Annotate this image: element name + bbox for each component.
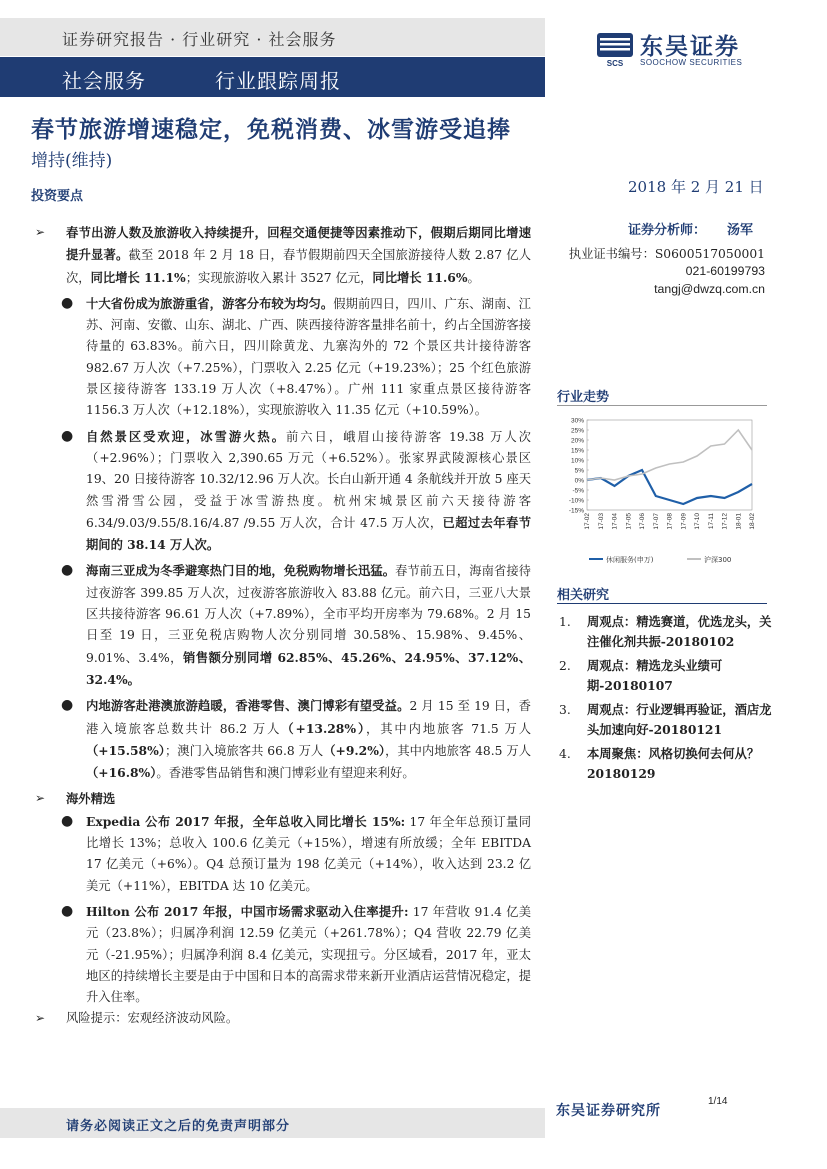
dot-bullet-icon: ● [61, 562, 74, 579]
sector-name: 社会服务 [62, 69, 146, 93]
b4-t4: ，其中内地旅客 48.5 万人 [385, 743, 531, 758]
b4-t3: ；澳门入境旅客共 66.8 万人 [164, 743, 324, 758]
logo-mark-icon [596, 30, 634, 68]
breadcrumb-bar [0, 18, 545, 56]
related-num: 2. [559, 659, 571, 673]
o2-bold: Hilton 公布 2017 年报，中国市场需求驱动入住率提升: [86, 903, 409, 919]
arrow-bullet-icon: ➢ [35, 225, 46, 239]
footer-org: 东吴证券研究所 [556, 1103, 661, 1119]
trend-title: 行业走势 [557, 390, 610, 405]
dot-bullet-icon: ● [61, 697, 74, 714]
bullet-expedia [31, 811, 531, 897]
o1-text: 17 年全年总预订量同比增长 13%；总收入 100.6 亿美元（+15%），增速有所放缓；全年 EBITDA 17 亿美元（+6%）。Q4 总预订量为 198 亿美元（+14%），收入达到 23.2 亿美元（+11%），EBITDA 达 10 亿美元。 [86, 814, 531, 893]
related-num: 4. [559, 747, 571, 761]
b4-t5: 。香港零售品销售和澳门博彩业有望迎来利好。 [156, 766, 415, 781]
y-tick-label: -5% [572, 487, 584, 495]
b4-bold: 内地游客赴港澳旅游趋暖，香港零售、澳门博彩有望受益。 [86, 698, 410, 714]
section-head: 投资要点 [31, 189, 84, 204]
logo-mark-text: SCS [606, 59, 624, 68]
related-item[interactable] [557, 744, 777, 784]
b4-t1: 2 月 15 至 19 日，香港入境旅客总数共计 86.2 万人 [86, 699, 531, 736]
p1-text2: ；实现旅游收入累计 3527 亿元， [185, 270, 373, 285]
p1-bold: 春节出游人数及旅游收入持续提升，回程交通便捷等因素推动下，假期后期同比增速提升显著。 [66, 225, 531, 263]
trend-divider [557, 405, 767, 406]
report-date: 2018 年 2 月 21 日 [628, 178, 764, 196]
legend-label: 休闲服务(申万) [606, 556, 654, 564]
b1-bold: 十大省份成为旅游重省，游客分布较为均匀。 [86, 295, 334, 311]
legend-label: 沪深300 [704, 556, 732, 564]
analyst-email: tangj@dwzq.com.cn [654, 282, 765, 296]
related-text: 本周聚焦：风格切换何去何从？20180129 [587, 746, 760, 781]
company-logo [596, 28, 776, 74]
x-tick-label: 17-09 [680, 513, 688, 530]
dot-bullet-icon: ● [61, 427, 74, 444]
x-tick-label: 17-02 [584, 513, 591, 530]
related-title: 相关研究 [557, 588, 610, 603]
related-item[interactable] [557, 700, 777, 740]
x-tick-label: 18-01 [735, 513, 743, 530]
trend-chart [557, 412, 772, 572]
y-tick-label: 0% [574, 477, 584, 485]
b2-bold2: 已超过去年春节期间的 38.14 万人次。 [86, 514, 531, 553]
b4-b1: （+13.28%） [281, 720, 367, 736]
x-tick-label: 17-04 [611, 513, 619, 530]
analyst-cert: 执业证书编号：S0600517050001 [568, 247, 765, 261]
related-num: 3. [559, 703, 571, 717]
bullet-hilton [31, 901, 531, 1008]
p1-text1: 截至 2018 年 2 月 18 日，春节假期前四天全国旅游接待人数 2.87 亿人次， [66, 248, 531, 285]
x-tick-label: 17-08 [666, 513, 674, 530]
b4-b3: （+9.2%） [323, 742, 386, 758]
report-type: 行业跟踪周报 [215, 69, 341, 93]
page-number: 1/14 [708, 1096, 728, 1107]
analyst-phone: 021-60199793 [685, 264, 765, 278]
x-tick-label: 17-07 [652, 513, 660, 530]
b3-bold: 海南三亚成为冬季避寒热门目的地，免税购物增长迅猛。 [86, 563, 396, 579]
sector-bar [0, 57, 545, 97]
related-text: 周观点：精选赛道，优选龙头，关注催化剂共振-20180102 [587, 614, 772, 649]
footer-disclaimer-bar [0, 1108, 545, 1138]
b1-text: 假期前四日，四川、广东、湖南、江苏、河南、安徽、山东、湖北、广西、陕西接待游客量排名前十，约占全国游客接待量的 63.83%。前六日，四川除黄龙、九寨沟外的 72 个景区共计接待游客 982.67 万人次（+7.25%），门票收入 2.25 亿元（+19.23%）；25 个红色旅游景区接待游客 133.19 万人次（+8.47%）。广州 111 家重点景区接待游客 1156.3 万人次（+12.18%），实现旅游收入 11.35 亿元（+10.59%）。 [86, 296, 531, 418]
dot-bullet-icon: ● [61, 812, 74, 829]
b4-t2: ，其中内地旅客 71.5 万人 [366, 721, 532, 736]
p1-bold3: 同比增长 11.6% [372, 269, 468, 285]
arrow-bullet-icon: ➢ [35, 1011, 46, 1026]
risk-text: 风险提示：宏观经济波动风险。 [66, 1011, 239, 1026]
overseas-head-text: 海外精选 [66, 791, 116, 807]
related-item[interactable] [557, 612, 777, 652]
x-tick-label: 17-06 [639, 513, 646, 530]
related-item[interactable] [557, 656, 777, 696]
y-tick-label: -15% [568, 507, 584, 515]
x-tick-label: 17-03 [597, 513, 605, 530]
related-text: 周观点：精选龙头业绩可期-20180107 [587, 658, 723, 693]
x-tick-label: 17-12 [721, 513, 729, 530]
y-tick-label: -10% [568, 497, 584, 505]
dot-bullet-icon: ● [61, 294, 74, 311]
b4-b4: （+16.8%） [86, 765, 157, 781]
rating: 增持(维持) [31, 151, 113, 171]
arrow-bullet-icon: ➢ [35, 791, 46, 806]
y-tick-label: 30% [570, 417, 584, 425]
series-line-leisure [587, 470, 752, 504]
o2-text: 17 年营收 91.4 亿美元（23.8%）；归属净利润 12.59 亿美元（+261.78%）；Q4 营收 22.79 亿美元（-21.95%）；归属净利润 8.4 亿美元，实现扭亏。分区域看，2017 年，亚太地区的持续增长主要是由于中国和日本的高需求带来新开业酒店运营情况稳定，提升入住率。 [86, 904, 531, 1005]
b3-text: 春节前五日，海南省接待过夜游客 399.85 万人次，过夜游客旅游收入 83.88 亿元。前六日，三亚八大景区共接待游客 96.61 万人次（+7.89%），全市平均开房率为 79.68%。2 月 15 日至 19 日，三亚免税店购物人次分别同增 30.58%、15.98%、9.45%、9.01%、3.4%， [86, 564, 531, 665]
x-tick-label: 18-02 [749, 513, 756, 530]
p1-text3: 。 [467, 270, 480, 285]
footer-disclaimer: 请务必阅读正文之后的免责声明部分 [66, 1119, 291, 1134]
risk-note [31, 1008, 531, 1029]
y-tick-label: 15% [570, 447, 584, 455]
logo-cn: 东吴证券 [640, 34, 740, 60]
p1-bold2: 同比增长 11.1% [90, 269, 186, 285]
bullet-top-provinces [31, 293, 531, 422]
related-list [557, 612, 777, 788]
bullet-sanya [31, 560, 531, 691]
y-tick-label: 5% [574, 467, 584, 475]
y-tick-label: 20% [570, 437, 584, 445]
o1-bold: Expedia 公布 2017 年报，全年总收入同比增长 15%: [86, 813, 406, 829]
bullet-natural-scenic [31, 426, 531, 557]
summary-para [31, 222, 531, 289]
related-text: 周观点：行业逻辑再验证，酒店龙头加速向好-20180121 [587, 702, 772, 737]
b2-bold: 自然景区受欢迎，冰雪游火热。 [86, 428, 286, 444]
related-num: 1. [559, 615, 571, 629]
related-divider [557, 603, 767, 604]
x-tick-label: 17-05 [625, 513, 633, 530]
analyst-label: 证券分析师： [628, 223, 707, 238]
dot-bullet-icon: ● [61, 902, 74, 919]
bullet-hk-macau [31, 695, 531, 784]
breadcrumb: 证券研究报告 · 行业研究 · 社会服务 [62, 30, 337, 49]
main-content [31, 222, 531, 1030]
b4-b2: （+15.58%） [86, 742, 165, 758]
y-tick-label: 25% [570, 427, 584, 435]
b2-text: 前六日，峨眉山接待游客 19.38 万人次（+2.96%）；门票收入 2,390.65 万元（+6.52%）。张家界武陵源核心景区 19、20 日接待游客 10.32/12.96 万人次。长白山新开通 4 条航线并开放 5 座天然雪滑雪公园，受益于冰雪游热度。杭州宋城景区前六天接待游客 6.34/9.03/9.55/8.16/4.87 /9.55 万人次，合计 47.5 万人次， [86, 429, 531, 530]
analyst-name: 汤军 [727, 223, 754, 238]
b3-bold2: 销售额分别同增 62.85%、45.26%、24.95%、37.12%、32.4%。 [86, 649, 531, 687]
series-line-hs300 [587, 430, 752, 480]
report-title: 春节旅游增速稳定，免税消费、冰雪游受追捧 [31, 116, 511, 143]
x-tick-label: 17-10 [694, 513, 701, 530]
x-tick-label: 17-11 [707, 513, 715, 530]
logo-en: SOOCHOW SECURITIES [640, 58, 743, 67]
overseas-head [31, 788, 531, 810]
y-tick-label: 10% [570, 457, 584, 465]
